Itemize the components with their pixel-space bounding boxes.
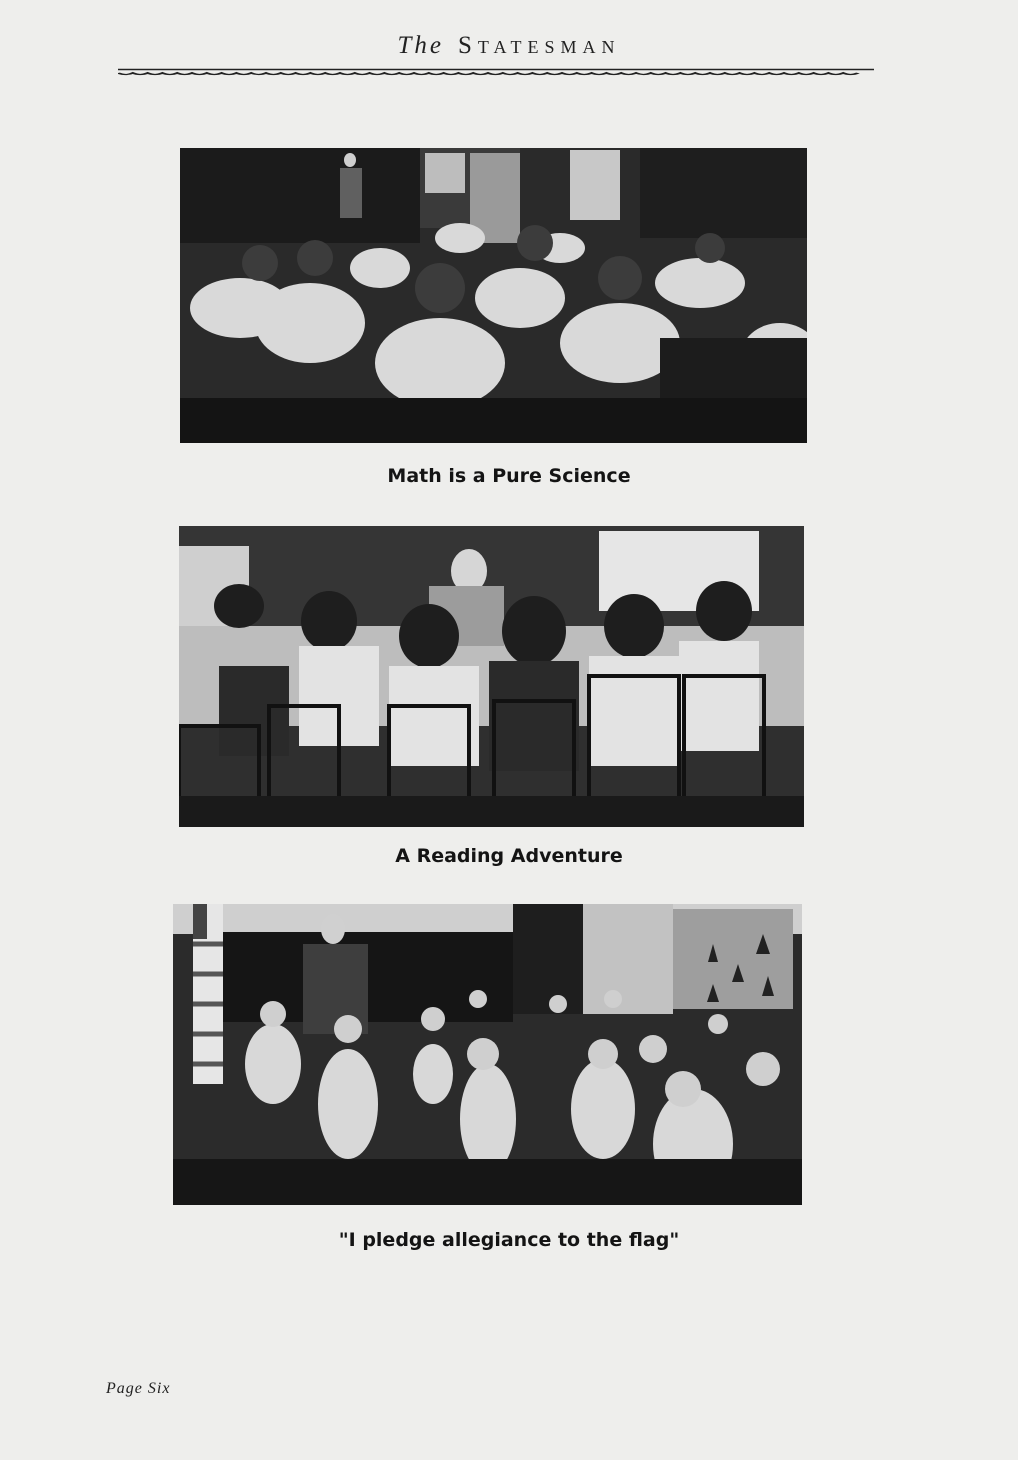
- caption-pledge: "I pledge allegiance to the flag": [338, 1229, 680, 1251]
- reading-group-photo-icon: [179, 526, 804, 827]
- photo-reading-class: [179, 526, 804, 827]
- photo-math-class: [180, 148, 807, 443]
- photo-pledge: [173, 904, 802, 1205]
- page-number: Page Six: [106, 1380, 171, 1397]
- caption-math: Math is a Pure Science: [387, 465, 631, 487]
- classroom-photo-icon: [180, 148, 807, 443]
- masthead-rule: [118, 68, 874, 78]
- flag-pledge-photo-icon: [173, 904, 802, 1205]
- caption-reading: A Reading Adventure: [395, 845, 623, 867]
- masthead-title: Statesman: [458, 32, 621, 59]
- masthead: [0, 32, 1018, 60]
- masthead-article: The: [397, 32, 445, 59]
